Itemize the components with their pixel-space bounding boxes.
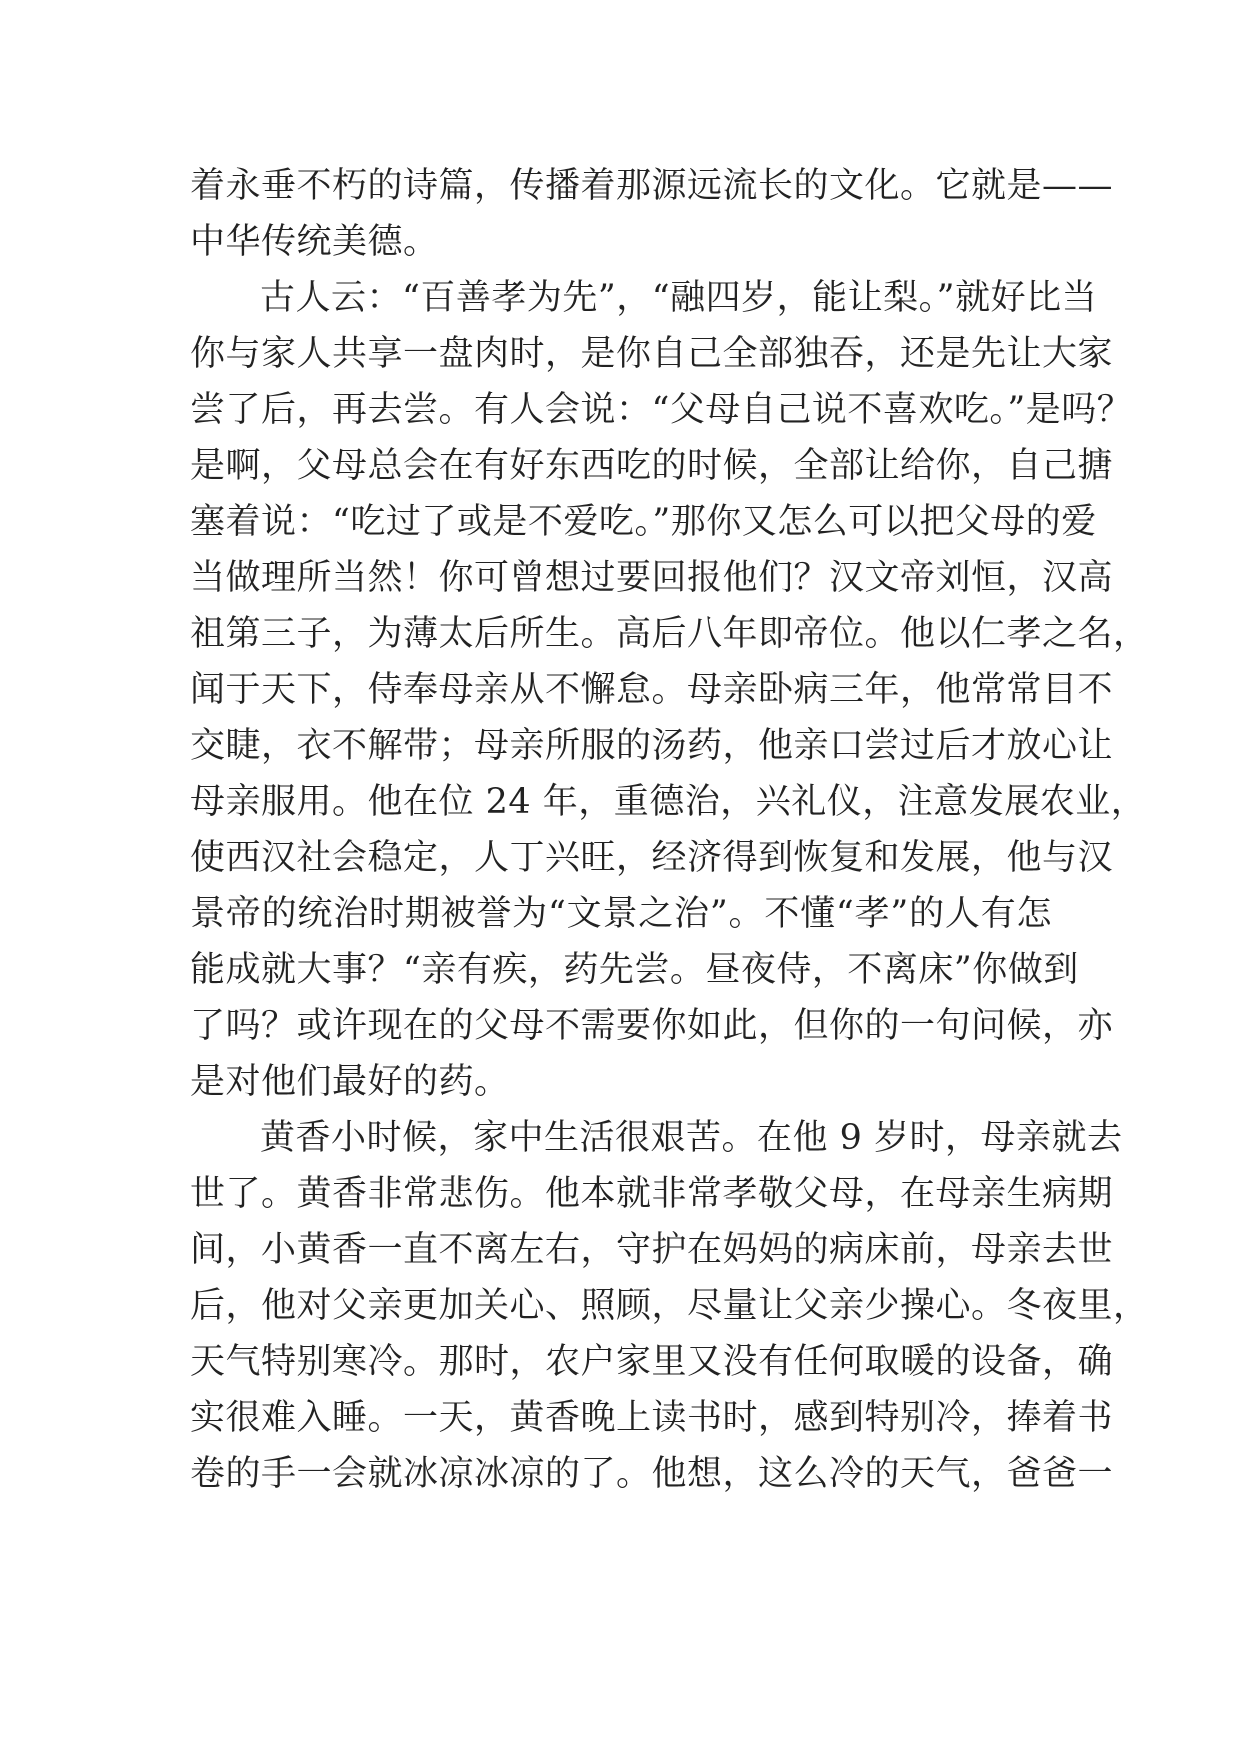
paragraph-2-line-10: 母亲服用。他在位 24 年，重德治，兴礼仪，注意发展农业， (190, 782, 1147, 822)
paragraph-2-line-2: 你与家人共享一盘肉时，是你自己全部独吞，还是先让大家 (190, 334, 1114, 374)
paragraph-2-line-8: 闻于天下，侍奉母亲从不懈怠。母亲卧病三年，他常常目不 (190, 670, 1114, 710)
paragraph-2-line-6: 当做理所当然！你可曾想过要回报他们？汉文帝刘恒，汉高 (190, 558, 1114, 598)
paragraph-2-line-14: 了吗？或许现在的父母不需要你如此，但你的一句问候，亦 (190, 1006, 1114, 1046)
paragraph-2-line-7: 祖第三子，为薄太后所生。高后八年即帝位。他以仁孝之名， (190, 614, 1149, 654)
paragraph-2-line-1: 古人云：“百善孝为先”，“融四岁，能让梨。”就好比当 (260, 278, 1098, 318)
paragraph-3-line-2: 世了。黄香非常悲伤。他本就非常孝敬父母，在母亲生病期 (190, 1174, 1114, 1214)
paragraph-3-line-4: 后，他对父亲更加关心、照顾，尽量让父亲少操心。冬夜里， (190, 1286, 1149, 1326)
paragraph-2-line-12: 景帝的统治时期被誉为“文景之治”。不懂“孝”的人有怎 (190, 894, 1052, 934)
paragraph-2-line-13: 能成就大事？“亲有疾，药先尝。昼夜侍，不离床”你做到 (190, 950, 1079, 990)
paragraph-3-line-6: 实很难入睡。一天，黄香晚上读书时，感到特别冷，捧着书 (190, 1398, 1114, 1438)
paragraph-3-line-3: 间，小黄香一直不离左右，守护在妈妈的病床前，母亲去世 (190, 1230, 1114, 1270)
paragraph-2-line-15: 是对他们最好的药。 (190, 1062, 510, 1102)
paragraph-2-line-11: 使西汉社会稳定，人丁兴旺，经济得到恢复和发展，他与汉 (190, 838, 1114, 878)
paragraph-2-line-9: 交睫，衣不解带；母亲所服的汤药，他亲口尝过后才放心让 (190, 726, 1114, 766)
paragraph-1-line-1: 着永垂不朽的诗篇，传播着那源远流长的文化。它就是—— (190, 166, 1114, 206)
paragraph-2-line-4: 是啊，父母总会在有好东西吃的时候，全部让给你，自己搪 (190, 446, 1114, 486)
paragraph-2-line-3: 尝了后，再去尝。有人会说：“父母自己说不喜欢吃。”是吗？ (190, 390, 1133, 430)
paragraph-3-line-7: 卷的手一会就冰凉冰凉的了。他想，这么冷的天气，爸爸一 (190, 1454, 1114, 1494)
paragraph-2-line-5: 塞着说：“吃过了或是不爱吃。”那你又怎么可以把父母的爱 (190, 502, 1097, 542)
paragraph-1-line-2: 中华传统美德。 (190, 222, 439, 262)
body-text (190, 158, 1149, 1502)
paragraph-3-line-5: 天气特别寒冷。那时，农户家里又没有任何取暖的设备，确 (190, 1342, 1114, 1382)
paragraph-3-line-1: 黄香小时候，家中生活很艰苦。在他 9 岁时，母亲就去 (260, 1118, 1123, 1158)
